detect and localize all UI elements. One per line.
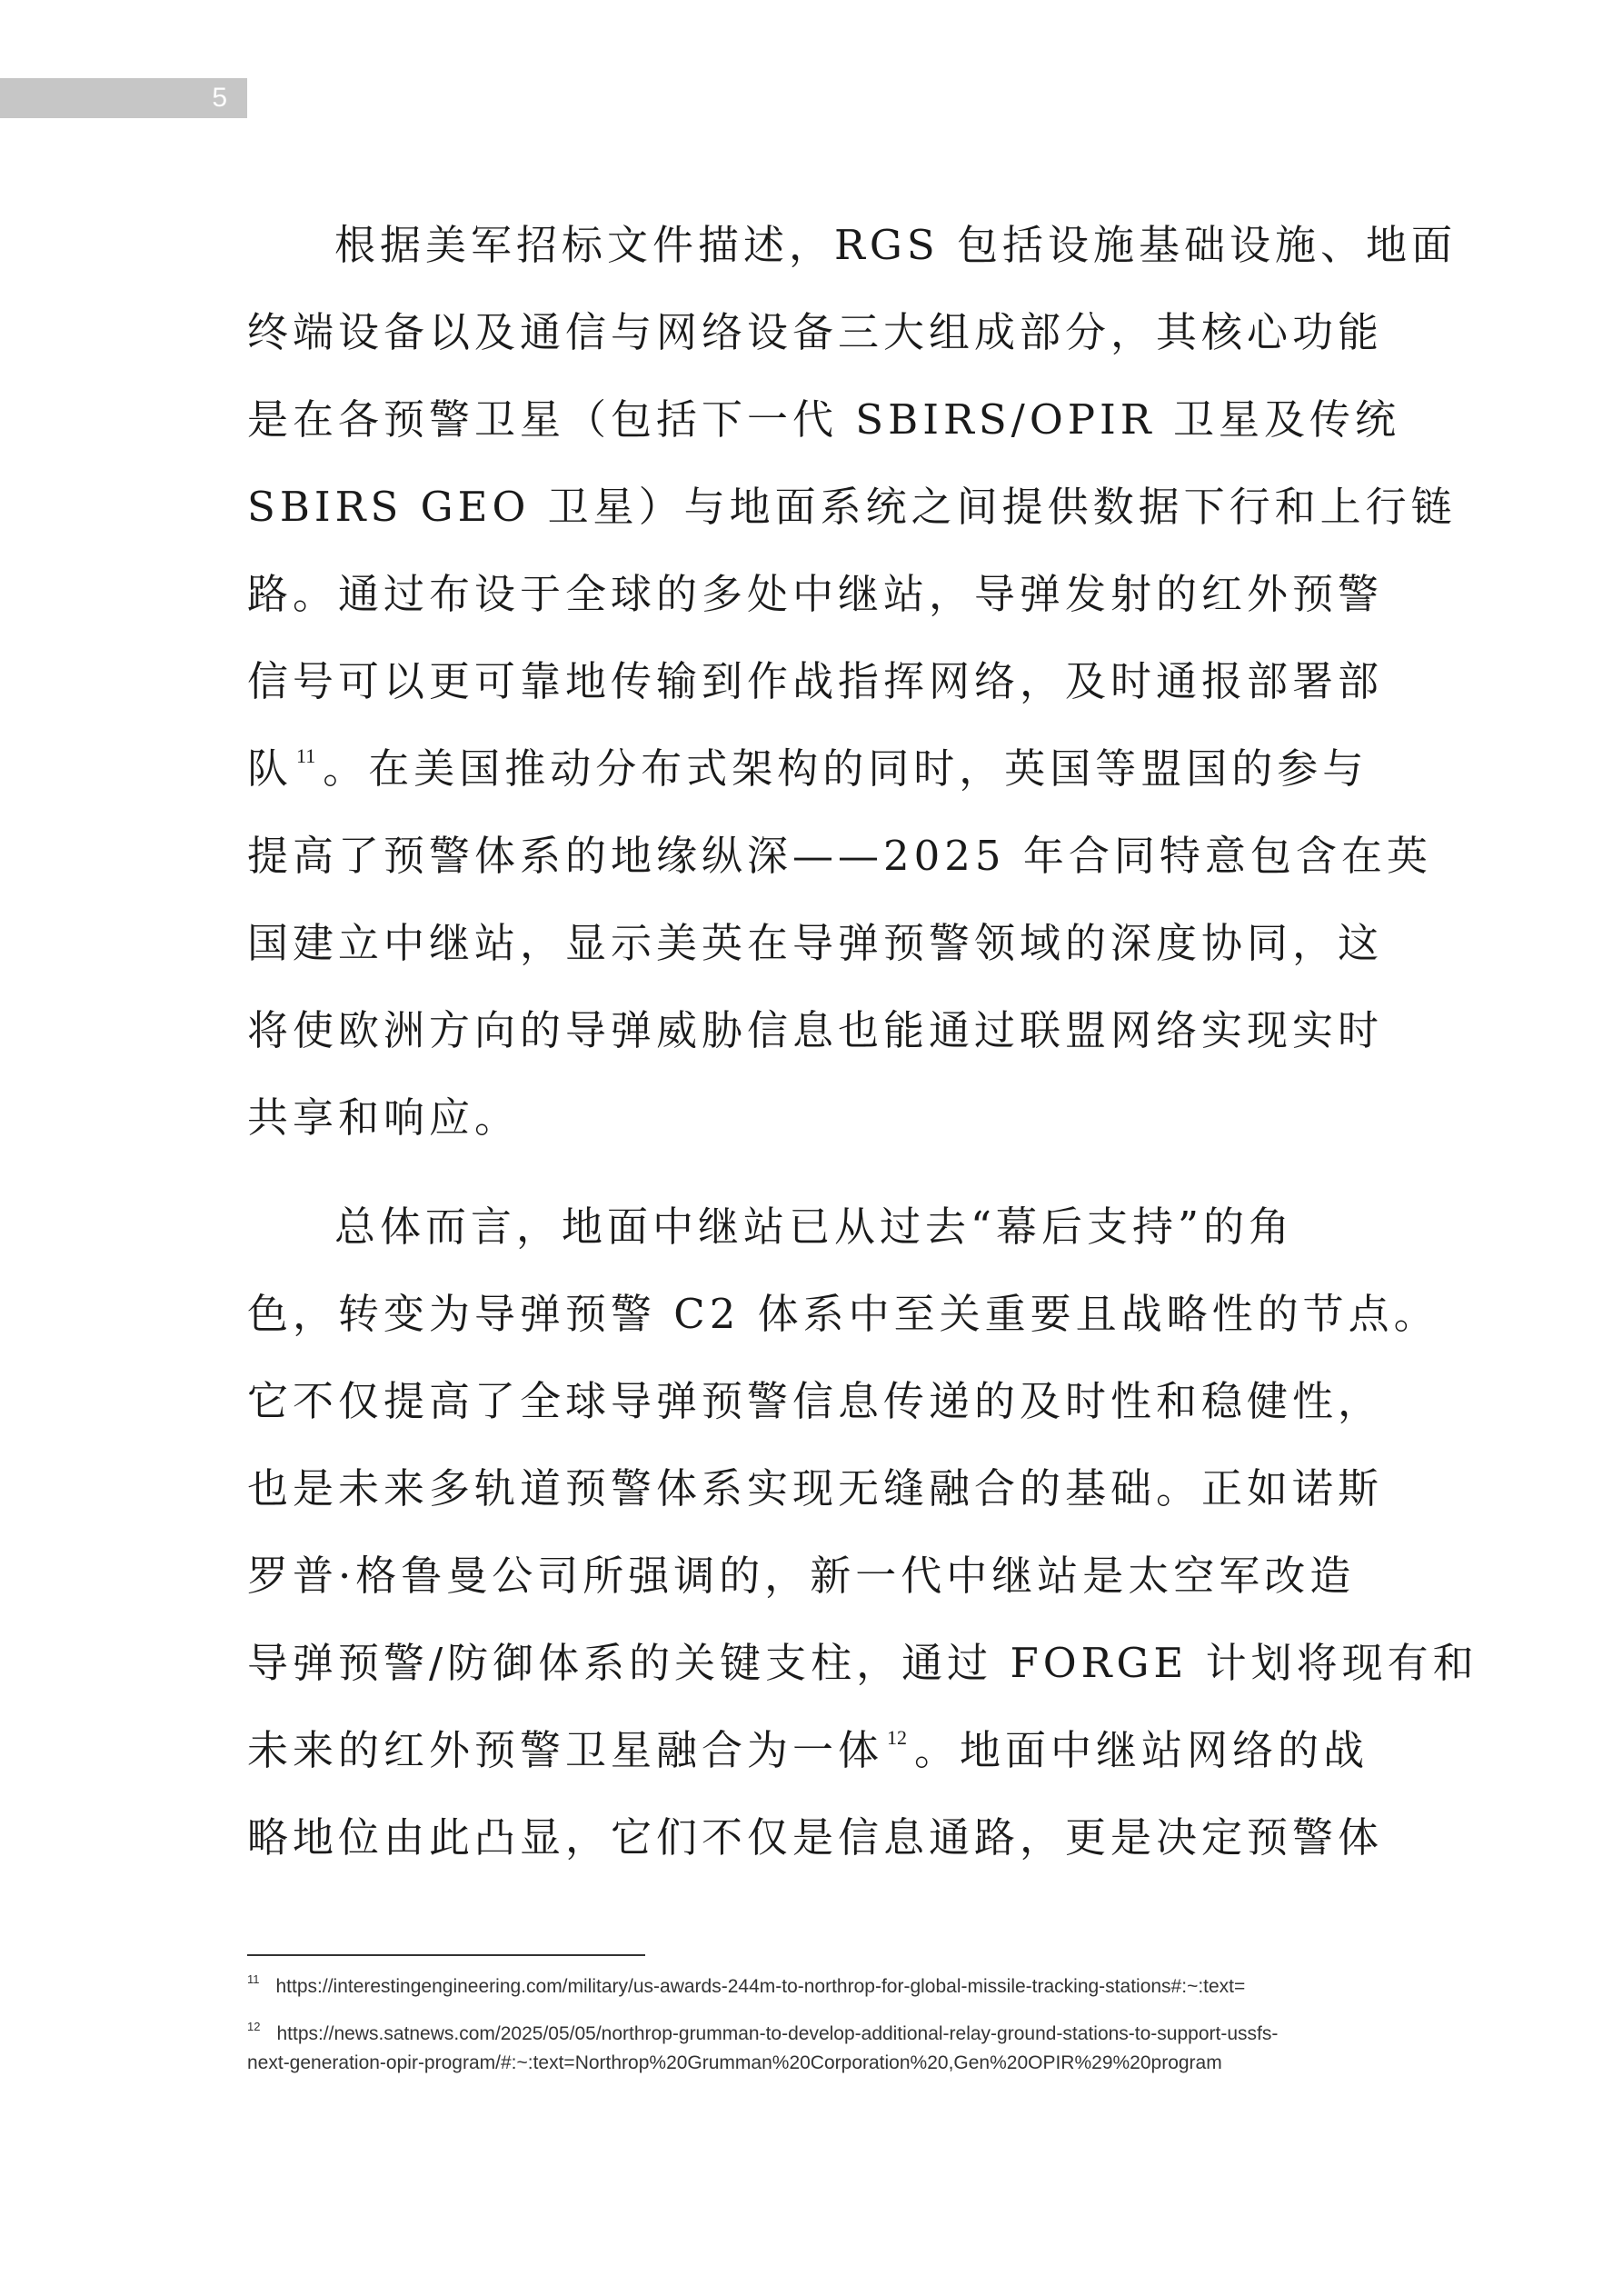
text-segment: 。在美国推动分布式架构的同时，英国等盟国的参与 (323, 744, 1369, 793)
text-line: 它不仅提高了全球导弹预警信息传递的及时性和稳健性， (247, 1377, 1384, 1425)
text-segment: 。地面中继站网络的战 (914, 1726, 1369, 1774)
footnote-number: 11 (247, 1972, 260, 1986)
text-segment: 未来的红外预警卫星融合为一体 (247, 1726, 884, 1774)
text-line: 罗普·格鲁曼公司所强调的，新一代中继站是太空军改造 (247, 1552, 1356, 1600)
text-line (247, 725, 1383, 813)
text-line: 提高了预警体系的地缘纵深——2025 年合同特意包含在英 (247, 832, 1432, 880)
text-line: 是在各预警卫星（包括下一代 SBIRS/OPIR 卫星及传统 (247, 395, 1400, 444)
text-line: 根据美军招标文件描述，RGS 包括设施基础设施、地面 (334, 221, 1457, 269)
footnote-line[interactable]: next-generation-opir-program/#:~:text=Northrop%20Grumman%20Corporation%20,Gen%20OPIR%29%20program (247, 2052, 1222, 2073)
paragraph-gap (247, 1162, 1383, 1183)
text-line: 也是未来多轨道预警体系实现无缝融合的基础。正如诺斯 (247, 1464, 1384, 1512)
paragraph-1 (247, 202, 1457, 1162)
text-segment: 队 (247, 744, 294, 793)
text-line: 总体而言，地面中继站已从过去“幕后支持”的角 (334, 1203, 1295, 1251)
text-line (247, 1707, 1383, 1794)
footnote-divider (247, 1954, 645, 1956)
text-line: SBIRS GEO 卫星）与地面系统之间提供数据下行和上行链 (247, 483, 1457, 531)
footnote-line (247, 2020, 1383, 2049)
text-line: 国建立中继站，显示美英在导弹预警领域的深度协同，这 (247, 919, 1384, 967)
footnote-ref-12[interactable]: 12 (887, 1726, 908, 1749)
footnote-number: 12 (247, 2020, 261, 2033)
text-line: 将使欧洲方向的导弹威胁信息也能通过联盟网络实现实时 (247, 1006, 1384, 1054)
footnote-link[interactable]: https://interestingengineering.com/military/us-awards-244m-to-northrop-for-global-missile-tracking-stations#:~:text= (275, 1976, 1246, 1997)
footnote-line (247, 1972, 1383, 2002)
text-line: 导弹预警/防御体系的关键支柱，通过 FORGE 计划将现有和 (247, 1639, 1479, 1687)
footnote-11 (247, 1972, 1383, 2002)
footnote-12 (247, 2020, 1383, 2078)
footnote-link[interactable]: https://news.satnews.com/2025/05/05/northrop-grumman-to-develop-additional-relay-ground-stations-to-support-ussfs- (276, 2023, 1279, 2044)
text-line: 信号可以更可靠地传输到作战指挥网络，及时通报部署部 (247, 657, 1384, 705)
footnote-ref-11[interactable]: 11 (296, 744, 316, 767)
body-text (247, 202, 1479, 1882)
text-line: 终端设备以及通信与网络设备三大组成部分，其核心功能 (247, 308, 1384, 356)
text-line: 共享和响应。 (247, 1093, 521, 1142)
paragraph-2 (247, 1183, 1479, 1882)
footnotes (247, 1972, 1383, 2096)
text-line: 略地位由此凸显，它们不仅是信息通路，更是决定预警体 (247, 1813, 1384, 1862)
page-number-bar (0, 78, 247, 118)
page-number: 5 (212, 83, 227, 113)
text-line: 色，转变为导弹预警 C2 体系中至关重要且战略性的节点。 (247, 1290, 1439, 1338)
text-line: 路。通过布设于全球的多处中继站，导弹发射的红外预警 (247, 570, 1384, 618)
